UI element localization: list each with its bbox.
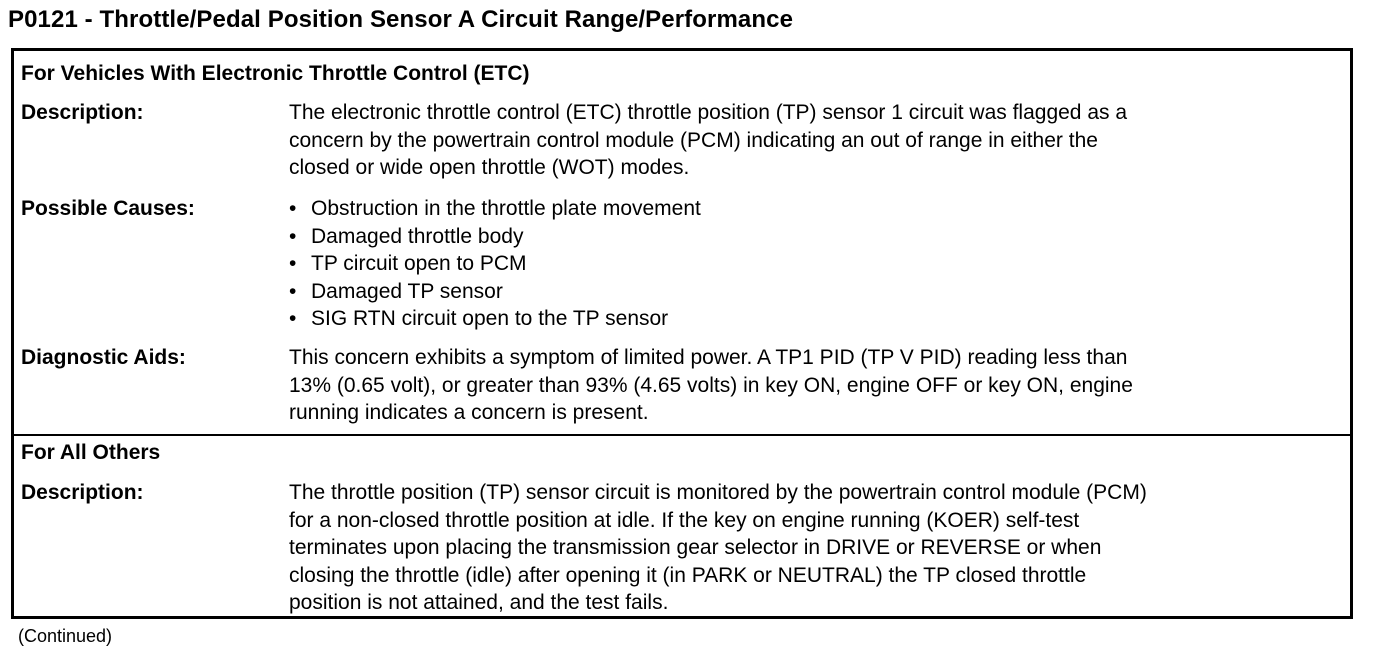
section-header-all-others: For All Others	[21, 441, 161, 464]
diagnostic-aids-text	[289, 344, 1339, 427]
description-text	[289, 99, 1339, 182]
dtc-table	[11, 48, 1353, 619]
description-label: Description:	[21, 481, 144, 504]
text-line: The throttle position (TP) sensor circuit is monitored by the powertrain control module (PCM)	[289, 481, 1147, 504]
list-item: • Damaged TP sensor	[289, 278, 701, 306]
text-line: running indicates a concern is present.	[289, 401, 649, 424]
text-line: 13% (0.65 volt), or greater than 93% (4.65 volts) in key ON, engine OFF or key ON, engine	[289, 373, 1133, 397]
list-item: • Damaged throttle body	[289, 223, 701, 251]
text-line: This concern exhibits a symptom of limited power. A TP1 PID (TP V PID) reading less than	[289, 346, 1128, 369]
possible-causes-list	[289, 195, 701, 333]
section-divider	[14, 434, 1350, 436]
text-line: for a non-closed throttle position at idle. If the key on engine running (KOER) self-test	[289, 508, 1080, 532]
text-line: terminates upon placing the transmission gear selector in DRIVE or REVERSE or when	[289, 536, 1102, 559]
text-line: The electronic throttle control (ETC) throttle position (TP) sensor 1 circuit was flagged as a	[289, 101, 1128, 124]
section-header-etc: For Vehicles With Electronic Throttle Control (ETC)	[21, 62, 530, 85]
page-title: P0121 - Throttle/Pedal Position Sensor A Circuit Range/Performance	[8, 6, 794, 33]
text-line: concern by the powertrain control module (PCM) indicating an out of range in either the	[289, 128, 1098, 152]
possible-causes-label: Possible Causes:	[21, 197, 195, 220]
description-text	[289, 479, 1339, 617]
continued-note: (Continued)	[18, 626, 113, 646]
description-label: Description:	[21, 101, 144, 124]
text-line: closed or wide open throttle (WOT) modes.	[289, 156, 690, 179]
list-item: • SIG RTN circuit open to the TP sensor	[289, 305, 701, 333]
list-item: • TP circuit open to PCM	[289, 250, 701, 278]
text-line: position is not attained, and the test fails.	[289, 591, 669, 614]
text-line: closing the throttle (idle) after opening it (in PARK or NEUTRAL) the TP closed throttle	[289, 563, 1087, 587]
diagnostic-aids-label: Diagnostic Aids:	[21, 346, 186, 369]
list-item: • Obstruction in the throttle plate movement	[289, 195, 701, 223]
